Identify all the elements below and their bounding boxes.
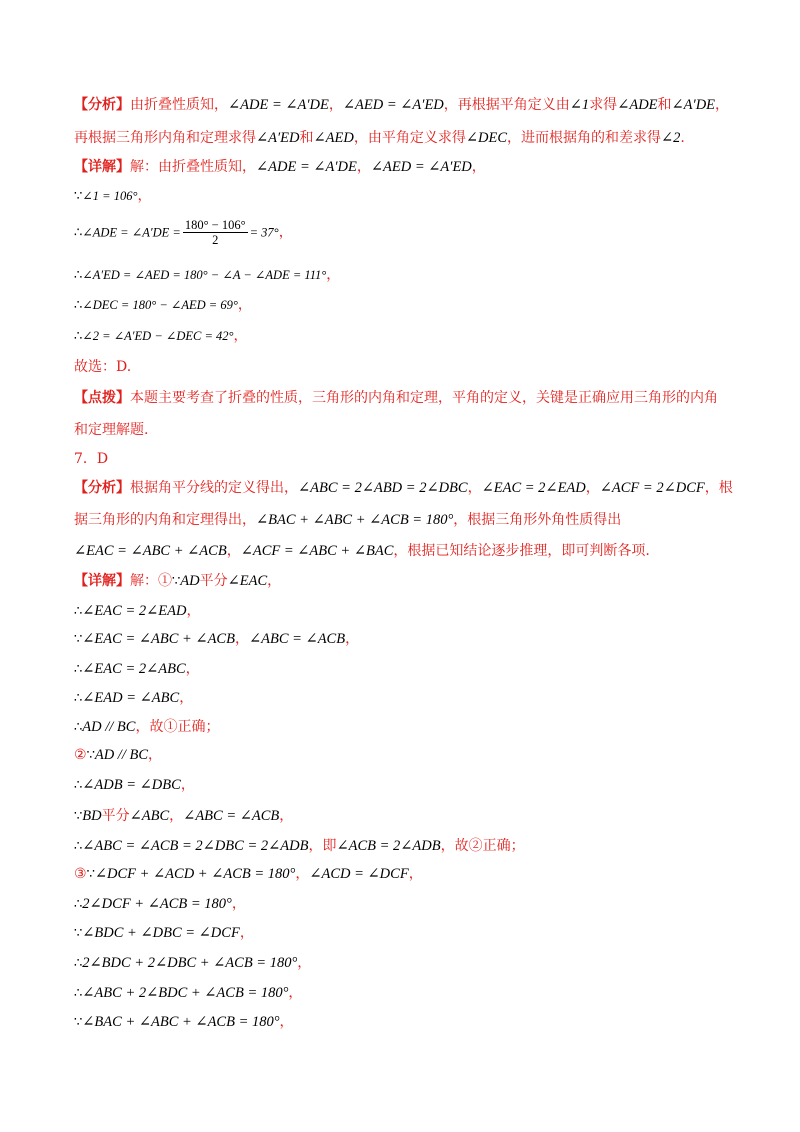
therefore-symbol: ∴ <box>74 778 83 793</box>
p7-detail-line-14 <box>74 953 311 974</box>
text: 本题主要考查了折叠的性质，三角形的内角和定理，平角的定义，关键是正确应用三角形的内角 <box>130 390 718 406</box>
denominator: 2 <box>212 233 219 247</box>
math: ∠EAC = 2∠ABC <box>82 661 186 677</box>
math: = 37° <box>249 225 279 240</box>
text: ， <box>239 925 254 941</box>
text: ，故①正确； <box>135 719 220 735</box>
fraction <box>183 218 248 247</box>
because-symbol: ∵ <box>172 574 181 589</box>
math: 2∠DCF + ∠ACB = 180° <box>82 896 232 912</box>
p7-heading: 7．D <box>74 451 109 467</box>
text: ， <box>345 631 360 647</box>
text: ， <box>471 159 486 175</box>
math: AD // BC <box>82 719 136 735</box>
text: 解：由折叠性质知， <box>130 159 256 175</box>
text: ，再根据平角定义由 <box>443 97 570 113</box>
text: ， <box>180 777 195 793</box>
math: ∠ACF = ∠ABC + ∠BAC <box>240 543 394 559</box>
text: ， <box>137 188 152 204</box>
text: ， <box>715 97 730 113</box>
math: ∠EAC <box>227 573 268 589</box>
math: ∠DCF + ∠ACD + ∠ACB = 180° <box>94 866 296 882</box>
text: 平分 <box>101 808 130 824</box>
math: ∠ADE = ∠A′DE <box>228 97 329 113</box>
text: 由折叠性质知， <box>130 97 228 113</box>
p7-detail-line-2 <box>74 601 200 622</box>
p7-detail-line-3 <box>74 629 359 650</box>
text: ， <box>279 808 294 824</box>
math: ∠BAC + ∠ABC + ∠ACB = 180° <box>82 1014 280 1030</box>
p7-detail-line-16 <box>74 1012 294 1033</box>
text: ， <box>226 543 241 559</box>
math: ∠A′DE <box>671 97 716 113</box>
text: 据三角形的内角和定理得出， <box>74 512 256 528</box>
text: ， <box>297 955 312 971</box>
math: ∠ADE = ∠A′DE <box>256 159 357 175</box>
because-symbol: ∵ <box>86 867 95 882</box>
because-symbol: ∵ <box>74 809 83 824</box>
math: ∠2 <box>661 130 681 146</box>
math: ∠DEC <box>465 130 508 146</box>
p6-step-4 <box>74 295 252 316</box>
text: ， <box>234 631 249 647</box>
therefore-symbol: ∴ <box>74 329 83 344</box>
text: ， <box>179 690 194 706</box>
p7-analysis-line-1 <box>74 478 733 498</box>
text: 解：① <box>130 573 172 589</box>
detail-label: 【详解】 <box>74 573 130 589</box>
text: ， <box>328 97 343 113</box>
math: ∠ABC + 2∠BDC + ∠ACB = 180° <box>82 985 289 1001</box>
text: 和 <box>299 130 314 146</box>
text: 和 <box>657 97 672 113</box>
text: ② <box>74 747 87 763</box>
text: ，故②正确； <box>440 838 525 854</box>
math: ∠ADB = ∠DBC <box>82 777 181 793</box>
math: ∠ACD = ∠DCF <box>309 866 409 882</box>
math: ∠A′ED = ∠AED = 180° − ∠A − ∠ADE = 111° <box>82 268 327 282</box>
text: ， <box>585 480 600 496</box>
text: 再根据三角形内角和定理求得 <box>74 130 256 146</box>
text: ， <box>278 224 293 241</box>
tip-label: 【点拨】 <box>74 390 130 406</box>
text: ，由平角定义求得 <box>353 130 466 146</box>
math: ∠ACB = 2∠ADB <box>336 838 441 854</box>
because-symbol: ∵ <box>74 632 83 647</box>
math: ∠ABC = ∠ACB <box>248 631 346 647</box>
math: ∠ABC = ∠ACB <box>183 808 280 824</box>
math: ∠ADE = ∠A′DE = <box>82 225 181 240</box>
therefore-symbol: ∴ <box>74 956 83 971</box>
math: ∠AED = ∠A′ED <box>342 97 444 113</box>
text: ，即 <box>308 838 337 854</box>
math: BD <box>82 808 102 824</box>
p7-detail-line-4 <box>74 659 200 680</box>
p6-analysis-line-1 <box>74 95 729 115</box>
text: ③ <box>74 866 87 882</box>
analysis-label: 【分析】 <box>74 480 130 496</box>
math: ∠ADE <box>617 97 658 113</box>
text: ， <box>295 866 310 882</box>
math: ∠AED = ∠A′ED <box>370 159 472 175</box>
p6-tip-line-2: 和定理解题. <box>74 422 149 438</box>
therefore-symbol: ∴ <box>74 298 83 313</box>
p7-detail-line-1 <box>74 571 281 592</box>
p6-tip-line-1 <box>74 388 718 408</box>
text: ， <box>148 747 163 763</box>
therefore-symbol: ∴ <box>74 897 83 912</box>
p6-step-2 <box>74 218 293 247</box>
math: AD <box>180 573 200 589</box>
p6-detail-line <box>74 157 486 177</box>
p7-detail-line-9 <box>74 806 293 827</box>
p6-analysis-line-2 <box>74 128 685 148</box>
math: AD // BC <box>94 747 149 763</box>
p7-detail-line-11 <box>74 864 423 885</box>
therefore-symbol: ∴ <box>74 662 83 677</box>
text: ， <box>233 328 248 344</box>
p6-step-5 <box>74 326 248 347</box>
therefore-symbol: ∴ <box>74 225 83 241</box>
p6-step-3 <box>74 265 340 286</box>
text: ， <box>231 896 246 912</box>
math: ∠EAC = 2∠EAD <box>481 480 586 496</box>
because-symbol: ∵ <box>74 1015 83 1030</box>
math: ∠ABC = ∠ACB = 2∠DBC = 2∠ADB <box>82 838 309 854</box>
math: ∠EAC = 2∠EAD <box>82 603 187 619</box>
p6-step-1 <box>74 186 151 207</box>
numerator: 180° − 106° <box>184 218 246 232</box>
text: 根据角平分线的定义得出， <box>130 480 298 496</box>
text: ， <box>237 297 252 313</box>
math: 2∠BDC + 2∠DBC + ∠ACB = 180° <box>82 955 298 971</box>
detail-label: 【详解】 <box>74 159 130 175</box>
math: ∠DEC = 180° − ∠AED = 69° <box>82 298 238 312</box>
text: ，进而根据角的和差求得 <box>507 130 662 146</box>
math: ∠BAC + ∠ABC + ∠ACB = 180° <box>256 512 454 528</box>
because-symbol: ∵ <box>74 189 83 204</box>
math: ∠EAC = ∠ABC + ∠ACB <box>82 631 235 647</box>
math: ∠ABC = 2∠ABD = 2∠DBC <box>298 480 468 496</box>
text: 平分 <box>199 573 228 589</box>
p7-detail-line-12 <box>74 894 246 915</box>
math: ∠ACF = 2∠DCF <box>599 480 705 496</box>
text: ，根据已知结论逐步推理，即可判断各项. <box>393 543 650 559</box>
text: ， <box>326 267 341 283</box>
therefore-symbol: ∴ <box>74 691 83 706</box>
therefore-symbol: ∴ <box>74 604 83 619</box>
p7-detail-line-15 <box>74 983 302 1004</box>
therefore-symbol: ∴ <box>74 268 83 283</box>
text: ，根 <box>704 480 733 496</box>
math: ∠AED <box>313 130 354 146</box>
text: ， <box>356 159 371 175</box>
math: ∠1 <box>569 97 590 113</box>
text: ， <box>288 985 303 1001</box>
math: ∠ABC <box>129 808 170 824</box>
math: ∠EAD = ∠ABC <box>82 690 180 706</box>
therefore-symbol: ∴ <box>74 839 83 854</box>
math: ∠EAC = ∠ABC + ∠ACB <box>74 543 227 559</box>
math: ∠1 = 106° <box>82 189 138 203</box>
p7-detail-line-5 <box>74 688 193 709</box>
text: ， <box>279 1014 294 1030</box>
text: ， <box>467 480 482 496</box>
math: ∠BDC + ∠DBC = ∠DCF <box>82 925 240 941</box>
text: 求得 <box>589 97 618 113</box>
p6-choice: 故选：D. <box>74 359 132 375</box>
text: ，根据三角形外角性质得出 <box>453 512 622 528</box>
p7-detail-line-10 <box>74 836 525 857</box>
text: ， <box>169 808 184 824</box>
because-symbol: ∵ <box>86 748 95 763</box>
text: ， <box>408 866 423 882</box>
p7-detail-line-13 <box>74 923 254 944</box>
p7-detail-line-6 <box>74 717 219 738</box>
therefore-symbol: ∴ <box>74 986 83 1001</box>
math: ∠2 = ∠A′ED − ∠DEC = 42° <box>82 329 234 343</box>
text: ， <box>185 661 200 677</box>
therefore-symbol: ∴ <box>74 720 83 735</box>
p7-analysis-line-3 <box>74 541 650 561</box>
p7-detail-line-8 <box>74 775 195 796</box>
math: ∠A′ED <box>256 130 300 146</box>
text: ， <box>186 603 201 619</box>
p7-analysis-line-2 <box>74 510 621 530</box>
text: ， <box>267 573 282 589</box>
because-symbol: ∵ <box>74 926 83 941</box>
text: . <box>680 130 685 146</box>
analysis-label: 【分析】 <box>74 97 130 113</box>
p7-detail-line-7 <box>74 745 162 766</box>
